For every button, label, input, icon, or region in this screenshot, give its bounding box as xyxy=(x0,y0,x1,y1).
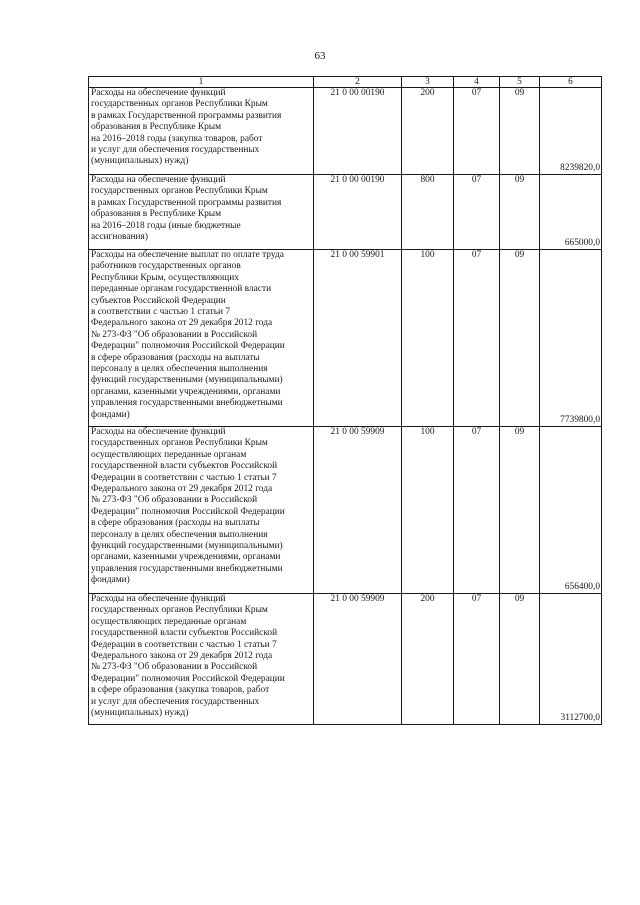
row-description: Расходы на обеспечение функций государственных органов Республики Крым осуществляющих переданные органам государственной власти субъектов Российской Федерации в соответствии с частью 1 статьи 7 Федерального закона от 29 декабря 2012 года № 273-ФЗ "Об образовании в Российской Федерации" полномочия Российской Федерации в сфере образования (закупка товаров, работ и услуг для обеспечения государственных (муниципальных) нужд) xyxy=(89,594,314,725)
row-target-code: 21 0 00 00190 xyxy=(314,88,402,175)
row-expense-type: 200 xyxy=(402,88,454,175)
column-header: 6 xyxy=(540,77,602,88)
row-subsection: 09 xyxy=(500,250,540,427)
row-subsection: 09 xyxy=(500,175,540,250)
column-header: 1 xyxy=(89,77,314,88)
table-header-row xyxy=(89,77,602,88)
row-target-code: 21 0 00 59909 xyxy=(314,427,402,594)
column-header: 5 xyxy=(500,77,540,88)
row-amount: 3112700,0 xyxy=(540,594,602,725)
row-description: Расходы на обеспечение выплат по оплате труда работников государственных органов Республики Крым, осуществляющих переданные органам государственной власти субъектов Российской Федерации в соответствии с частью 1 статьи 7 Федерального закона от 29 декабря 2012 года № 273-ФЗ "Об образовании в Российской Федерации" полномочия Российской Федерации в сфере образования (расходы на выплаты персоналу в целях обеспечения выполнения функций государственными (муниципальными) органами, казенными учреждениями, органами управления государственными внебюджетными фондами) xyxy=(89,250,314,427)
row-target-code: 21 0 00 00190 xyxy=(314,175,402,250)
row-expense-type: 100 xyxy=(402,427,454,594)
table-row xyxy=(89,427,602,594)
row-section: 07 xyxy=(454,250,500,427)
budget-table xyxy=(88,76,602,725)
row-section: 07 xyxy=(454,88,500,175)
column-header: 4 xyxy=(454,77,500,88)
row-target-code: 21 0 00 59901 xyxy=(314,250,402,427)
table-row xyxy=(89,250,602,427)
row-description: Расходы на обеспечение функций государственных органов Республики Крым осуществляющих переданные органам государственной власти субъектов Российской Федерации в соответствии с частью 1 статьи 7 Федерального закона от 29 декабря 2012 года № 273-ФЗ "Об образовании в Российской Федерации" полномочия Российской Федерации в сфере образования (расходы на выплаты персоналу в целях обеспечения выполнения функций государственными (муниципальными) органами, казенными учреждениями, органами управления государственными внебюджетными фондами) xyxy=(89,427,314,594)
column-header: 2 xyxy=(314,77,402,88)
row-target-code: 21 0 00 59909 xyxy=(314,594,402,725)
row-amount: 8239820,0 xyxy=(540,88,602,175)
row-expense-type: 100 xyxy=(402,250,454,427)
table-row xyxy=(89,175,602,250)
row-description: Расходы на обеспечение функций государственных органов Республики Крым в рамках Государственной программы развития образования в Республике Крым на 2016–2018 годы (закупка товаров, работ и услуг для обеспечения государственных (муниципальных) нужд) xyxy=(89,88,314,175)
row-amount: 7739800,0 xyxy=(540,250,602,427)
row-section: 07 xyxy=(454,175,500,250)
row-amount: 665000,0 xyxy=(540,175,602,250)
page-number: 63 xyxy=(314,50,326,62)
row-expense-type: 200 xyxy=(402,594,454,725)
row-subsection: 09 xyxy=(500,88,540,175)
table-row xyxy=(89,88,602,175)
table-row xyxy=(89,594,602,725)
row-amount: 656400,0 xyxy=(540,427,602,594)
row-section: 07 xyxy=(454,594,500,725)
row-expense-type: 800 xyxy=(402,175,454,250)
row-description: Расходы на обеспечение функций государственных органов Республики Крым в рамках Государственной программы развития образования в Республике Крым на 2016–2018 годы (иные бюджетные ассигнования) xyxy=(89,175,314,250)
row-subsection: 09 xyxy=(500,594,540,725)
row-section: 07 xyxy=(454,427,500,594)
row-subsection: 09 xyxy=(500,427,540,594)
column-header: 3 xyxy=(402,77,454,88)
